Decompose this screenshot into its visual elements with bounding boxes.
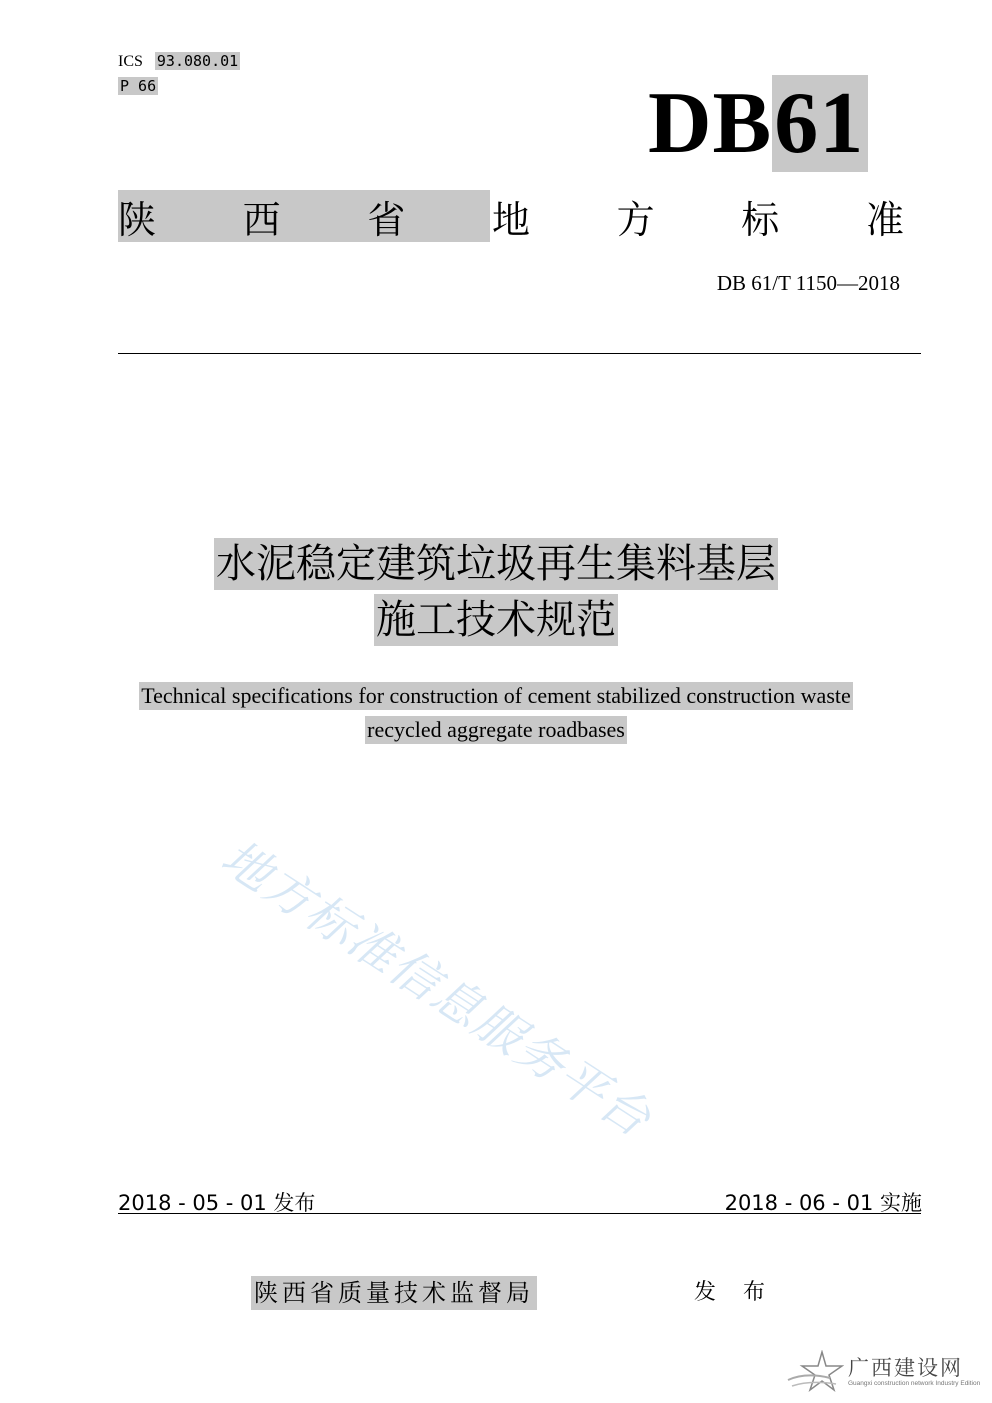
implement-date: 2018 - 06 - 01 实施 bbox=[724, 1191, 922, 1215]
title-cn-line1: 水泥稳定建筑垃圾再生集料基层 bbox=[0, 538, 992, 590]
ics-value: 93.080.01 bbox=[156, 52, 239, 70]
issue-label: 发 布 bbox=[694, 1280, 775, 1305]
standard-type-char: 方 bbox=[616, 197, 655, 242]
standard-type-char: 准 bbox=[865, 197, 904, 242]
header-divider bbox=[118, 353, 921, 354]
ics-label: ICS bbox=[118, 53, 143, 70]
db-logo bbox=[648, 75, 868, 172]
site-logo bbox=[786, 1348, 986, 1398]
title-en-line2: recycled aggregate roadbases bbox=[367, 717, 625, 742]
publish-date: 2018 - 05 - 01 发布 bbox=[118, 1191, 316, 1215]
watermark-text: 地方标准信息服务平台 bbox=[211, 829, 662, 1149]
standard-type-char: 标 bbox=[741, 197, 780, 242]
highlight-band bbox=[118, 190, 490, 242]
ics-line bbox=[118, 52, 240, 71]
db-logo-prefix: DB bbox=[648, 75, 773, 172]
site-logo-name: 广西建设网 bbox=[848, 1356, 963, 1380]
standard-type-char: 省 bbox=[367, 197, 406, 242]
issuing-authority: 陕西省质量技术监督局 bbox=[251, 1276, 537, 1310]
title-cn-line2: 施工技术规范 bbox=[0, 594, 992, 646]
db-logo-number: 61 bbox=[772, 75, 868, 172]
title-en-line1: Technical specifications for construction of cement stabilized construction waste bbox=[141, 683, 851, 708]
site-logo-subtitle: Guangxi construction network Industry Edition bbox=[848, 1380, 981, 1387]
standard-type-char: 西 bbox=[242, 197, 281, 242]
star-icon bbox=[786, 1350, 844, 1394]
standard-type-char: 陕 bbox=[118, 197, 157, 242]
standard-code: DB 61/T 1150—2018 bbox=[716, 271, 900, 295]
classification-code: P 66 bbox=[120, 77, 157, 95]
standard-type-heading bbox=[118, 190, 904, 242]
footer-divider bbox=[118, 1213, 921, 1214]
standard-type-char: 地 bbox=[491, 197, 530, 242]
